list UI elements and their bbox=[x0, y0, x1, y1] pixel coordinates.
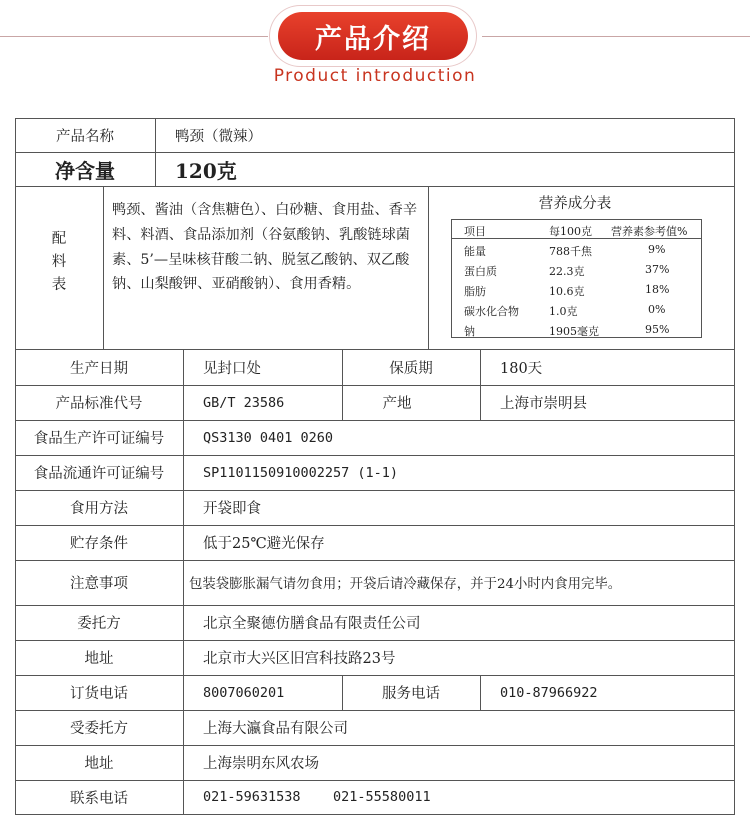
nutrition-amount: 1.0克 bbox=[549, 305, 578, 318]
standard-value: GB/T 23586 bbox=[203, 394, 285, 411]
nutrition-nrv: 95% bbox=[645, 323, 670, 336]
product-name-label: 产品名称 bbox=[56, 128, 114, 145]
nutrition-table bbox=[451, 219, 702, 338]
production-date-value: 见封口处 bbox=[203, 360, 261, 377]
ingredients-label-char: 料 bbox=[51, 254, 67, 270]
origin-value: 上海市崇明县 bbox=[500, 396, 587, 412]
nutrition-header-per100g: 每100克 bbox=[549, 225, 592, 238]
shelf-life-label: 保质期 bbox=[389, 360, 433, 377]
nutrition-item: 钠 bbox=[464, 325, 475, 338]
page-title: 产品介绍 bbox=[278, 12, 468, 60]
order-phone-value: 8007060201 bbox=[203, 684, 285, 701]
service-phone-value: 010-87966922 bbox=[500, 684, 598, 701]
nutrition-row bbox=[452, 280, 701, 300]
standard-label: 产品标准代号 bbox=[55, 396, 143, 412]
client-address-label: 地址 bbox=[84, 651, 114, 667]
col-divider bbox=[103, 186, 104, 349]
production-license-value: QS3130 0401 0260 bbox=[203, 429, 334, 446]
nutrition-row bbox=[452, 300, 701, 320]
col-divider bbox=[428, 186, 429, 349]
client-address-value: 北京市大兴区旧宫科技路23号 bbox=[203, 651, 396, 667]
storage-label: 贮存条件 bbox=[70, 536, 128, 552]
header-rule-left bbox=[0, 36, 268, 37]
ingredients-label-char: 配 bbox=[51, 231, 67, 247]
ingredients-label bbox=[15, 228, 103, 297]
nutrition-row bbox=[452, 240, 701, 260]
product-name-value: 鸭颈（微辣） bbox=[175, 128, 262, 145]
contractor-label: 受委托方 bbox=[70, 721, 128, 737]
nutrition-nrv: 0% bbox=[648, 303, 666, 316]
client-label: 委托方 bbox=[77, 616, 121, 632]
page-subtitle: Product introduction bbox=[273, 66, 477, 86]
header-rule-right bbox=[482, 36, 750, 37]
storage-value: 低于25℃避光保存 bbox=[203, 536, 325, 552]
contractor-value: 上海大瀛食品有限公司 bbox=[203, 721, 348, 737]
contractor-address-value: 上海崇明东风农场 bbox=[203, 756, 319, 772]
nutrition-nrv: 18% bbox=[645, 283, 670, 296]
contact-phone-label: 联系电话 bbox=[70, 790, 128, 807]
circulation-license-value: SP1101150910002257 (1-1) bbox=[203, 464, 399, 481]
nutrition-amount: 788千焦 bbox=[549, 245, 592, 258]
nutrition-amount: 22.3克 bbox=[549, 265, 585, 278]
usage-value: 开袋即食 bbox=[203, 501, 261, 517]
net-weight-label: 净含量 bbox=[55, 158, 115, 183]
ingredients-text: 鸭颈、酱油（含焦糖色）、白砂糖、食用盐、香辛料、料酒、食品添加剂（谷氨酸钠、乳酸链球菌素、5’—呈味核苷酸二钠、脱氢乙酸钠、双乙酸钠、山梨酸钾、亚硝酸钠）、食用香精。 bbox=[112, 202, 418, 293]
nutrition-header-row bbox=[452, 220, 701, 240]
circulation-license-label: 食品流通许可证编号 bbox=[33, 466, 165, 482]
contractor-address-label: 地址 bbox=[84, 756, 114, 772]
notes-value: 包装袋膨胀漏气请勿食用；开袋后请冷藏保存，并于24小时内食用完毕。 bbox=[189, 577, 622, 592]
nutrition-amount: 10.6克 bbox=[549, 285, 585, 298]
nutrition-row bbox=[452, 260, 701, 280]
origin-label: 产地 bbox=[382, 396, 412, 412]
nutrition-header-item: 项目 bbox=[464, 225, 486, 238]
net-weight-value: 120克 bbox=[175, 158, 237, 183]
service-phone-label: 服务电话 bbox=[382, 686, 440, 702]
contact-phone-value: 021-59631538 021-55580011 bbox=[203, 789, 431, 805]
nutrition-header-nrv: 营养素参考值% bbox=[611, 225, 688, 238]
nutrition-item: 能量 bbox=[464, 245, 486, 258]
order-phone-label: 订货电话 bbox=[70, 686, 128, 702]
production-license-label: 食品生产许可证编号 bbox=[33, 431, 165, 447]
nutrition-amount: 1905毫克 bbox=[549, 325, 599, 338]
nutrition-title: 营养成分表 bbox=[538, 196, 612, 212]
nutrition-item: 脂肪 bbox=[464, 285, 486, 298]
notes-label: 注意事项 bbox=[70, 576, 128, 592]
row-divider bbox=[15, 186, 735, 187]
nutrition-nrv: 37% bbox=[645, 263, 670, 276]
ingredients-label-char: 表 bbox=[51, 277, 67, 293]
usage-label: 食用方法 bbox=[70, 501, 128, 517]
table-border-bottom bbox=[15, 814, 735, 815]
nutrition-header-divider bbox=[452, 238, 701, 239]
production-date-label: 生产日期 bbox=[70, 360, 128, 377]
nutrition-item: 蛋白质 bbox=[464, 265, 497, 278]
nutrition-row bbox=[452, 320, 701, 340]
client-value: 北京全聚德仿膳食品有限责任公司 bbox=[203, 616, 421, 632]
nutrition-nrv: 9% bbox=[648, 243, 666, 256]
shelf-life-value: 180天 bbox=[500, 360, 543, 377]
title-banner bbox=[270, 6, 476, 66]
nutrition-item: 碳水化合物 bbox=[464, 305, 519, 318]
